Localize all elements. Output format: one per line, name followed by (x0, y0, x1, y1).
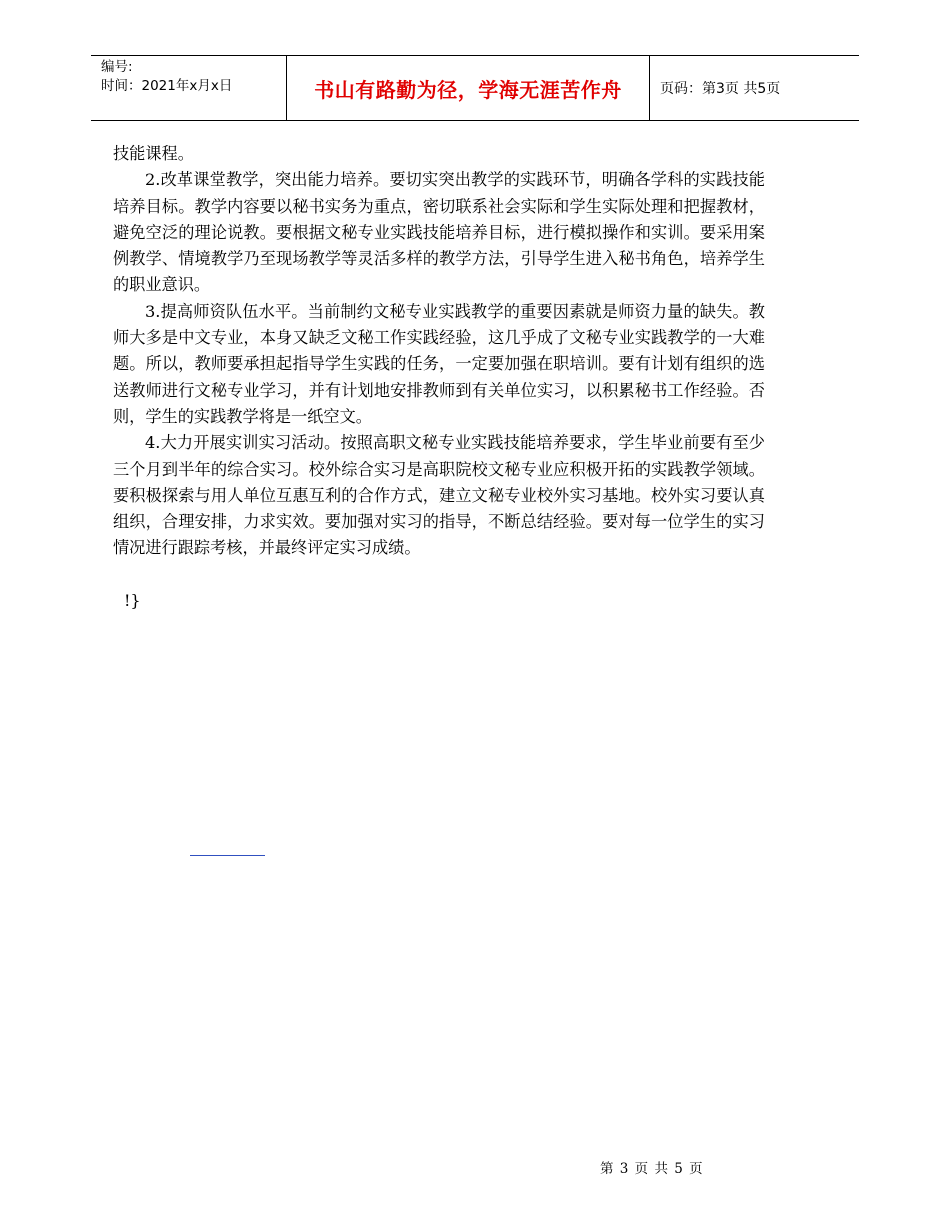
stray-characters: !} (124, 591, 141, 610)
paragraph-3: 3.提高师资队伍水平。当前制约文秘专业实践教学的重要因素就是师资力量的缺失。教师大多是中文专业，本身又缺乏文秘工作实践经验，这几乎成了文秘专业实践教学的一大难题。所以，教师要承担起指导学生实践的任务，一定要加强在职培训。要有计划有组织的选送教师进行文秘专业学习，并有计划地安排教师到有关单位实习，以积累秘书工作经验。否则，学生的实践教学将是一纸空文。 (113, 301, 765, 426)
header-meta (91, 56, 287, 120)
header-page-number: 页码：第3页 共5页 (660, 81, 781, 97)
paragraph-continuation: 技能课程。 (113, 144, 194, 163)
doc-time-label: 时间：2021年x月x日 (101, 78, 233, 94)
document-body (113, 141, 765, 562)
paragraph-4: 4.大力开展实训实习活动。按照高职文秘专业实践技能培养要求，学生毕业前要有至少三个月到半年的综合实习。校外综合实习是高职院校文秘专业应积极开拓的实践教学领域。要积极探索与用人单位互惠互利的合作方式，建立文秘专业校外实习基地。校外实习要认真组织，合理安排，力求实效。要加强对实习的指导，不断总结经验。要对每一位学生的实习情况进行跟踪考核，并最终评定实习成绩。 (113, 433, 765, 558)
hyperlink-underline[interactable] (190, 855, 265, 856)
doc-code-label: 编号: (101, 59, 133, 75)
paragraph-2: 2.改革课堂教学，突出能力培养。要切实突出教学的实践环节，明确各学科的实践技能培养目标。教学内容要以秘书实务为重点，密切联系社会实际和学生实际处理和把握教材，避免空泛的理论说教。要根据文秘专业实践技能培养目标，进行模拟操作和实训。要采用案例教学、情境教学乃至现场教学等灵活多样的教学方法，引导学生进入秘书角色，培养学生的职业意识。 (113, 170, 765, 295)
page-footer: 第 3 页 共 5 页 (600, 1161, 704, 1177)
header-motto (287, 56, 650, 120)
motto-text: 书山有路勤为径，学海无涯苦作舟 (314, 77, 622, 102)
page-header (91, 55, 859, 121)
header-page-info (650, 56, 859, 120)
